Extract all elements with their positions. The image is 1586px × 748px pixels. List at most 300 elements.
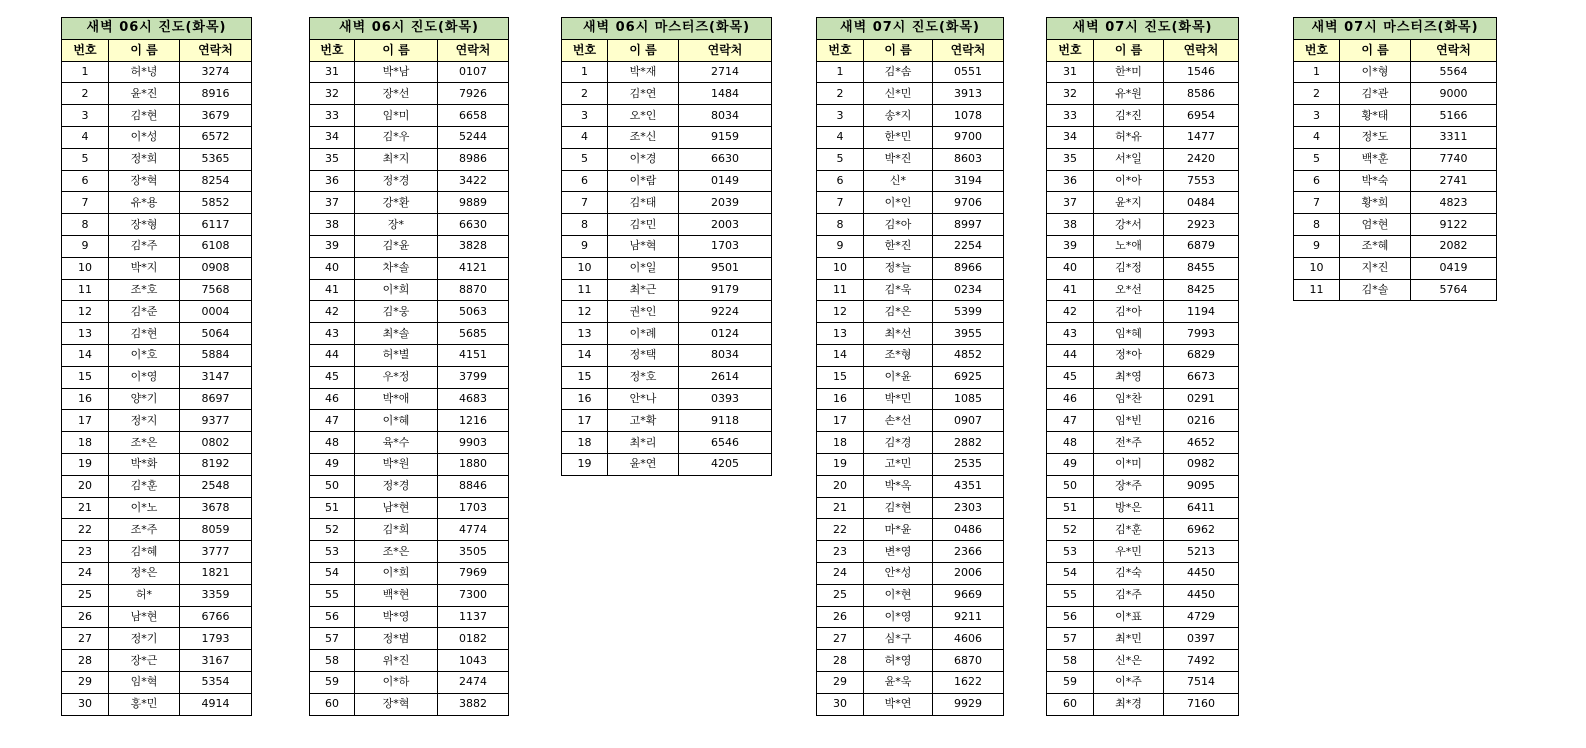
contact-number: 1880 [438,453,509,475]
member-name: 임*혜 [1094,323,1164,345]
row-number: 28 [62,650,109,672]
member-name: 정*범 [355,628,438,650]
row-number: 7 [1294,192,1340,214]
header-contact: 연락처 [933,39,1004,61]
row-number: 11 [1294,279,1340,301]
row-number: 49 [1047,453,1094,475]
table-row [1047,606,1239,628]
table-row [1294,148,1497,170]
table-row [310,214,509,236]
member-name: 장*혁 [355,693,438,715]
member-name: 마*윤 [864,519,933,541]
row-number: 1 [817,61,864,83]
contact-number: 5365 [180,148,252,170]
row-number: 39 [1047,235,1094,257]
table-row [1047,192,1239,214]
table-row [310,170,509,192]
header-name: 이 름 [355,39,438,61]
member-name: 조*형 [864,344,933,366]
member-name: 심*구 [864,628,933,650]
contact-number: 8059 [180,519,252,541]
row-number: 6 [62,170,109,192]
contact-number: 5166 [1411,105,1497,127]
table-row [62,279,252,301]
member-name: 이*노 [109,497,180,519]
table-row [1047,323,1239,345]
member-name: 정*택 [608,344,679,366]
row-number: 15 [62,366,109,388]
contact-number: 2003 [679,214,772,236]
table-row [1047,650,1239,672]
contact-number: 8916 [180,83,252,105]
member-name: 김*태 [608,192,679,214]
row-number: 14 [62,344,109,366]
member-name: 허*녕 [109,61,180,83]
contact-number: 3955 [933,323,1004,345]
table-row [562,366,772,388]
member-name: 김*솔 [1340,279,1411,301]
row-number: 5 [562,148,608,170]
table-row [1047,410,1239,432]
row-number: 48 [1047,432,1094,454]
member-name: 박*민 [864,388,933,410]
table-row [817,105,1004,127]
roster-table [309,17,509,716]
member-name: 이*미 [1094,453,1164,475]
member-name: 양*기 [109,388,180,410]
member-name: 김*주 [1094,584,1164,606]
table-row [310,497,509,519]
table-row [817,301,1004,323]
row-number: 50 [310,475,355,497]
table-row [1047,693,1239,715]
table-row [62,475,252,497]
table-row [62,693,252,715]
table-row [817,192,1004,214]
member-name: 남*현 [355,497,438,519]
contact-number: 7492 [1164,650,1239,672]
table-row [1047,584,1239,606]
contact-number: 1546 [1164,61,1239,83]
contact-number: 6870 [933,650,1004,672]
contact-number: 8425 [1164,279,1239,301]
member-name: 고*확 [608,410,679,432]
contact-number: 3679 [180,105,252,127]
member-name: 박*숙 [1340,170,1411,192]
row-number: 26 [817,606,864,628]
row-number: 1 [62,61,109,83]
member-name: 이*하 [355,671,438,693]
member-name: 손*선 [864,410,933,432]
table-row [310,693,509,715]
row-number: 9 [562,235,608,257]
contact-number: 6108 [180,235,252,257]
contact-number: 8586 [1164,83,1239,105]
row-number: 32 [1047,83,1094,105]
contact-number: 4652 [1164,432,1239,454]
table-row [62,148,252,170]
member-name: 조*주 [109,519,180,541]
roster-table [1293,17,1497,301]
contact-number: 1622 [933,671,1004,693]
member-name: 허*영 [864,650,933,672]
table-row [1047,61,1239,83]
row-number: 34 [310,126,355,148]
contact-number: 0551 [933,61,1004,83]
table-row [1294,126,1497,148]
contact-number: 0802 [180,432,252,454]
member-name: 정*도 [1340,126,1411,148]
table-row [817,432,1004,454]
contact-number: 4852 [933,344,1004,366]
member-name: 신* [864,170,933,192]
table-title: 새벽 06시 진도(화목) [310,18,509,40]
contact-number: 3422 [438,170,509,192]
member-name: 박*원 [355,453,438,475]
member-name: 정*경 [355,170,438,192]
member-name: 김*훈 [1094,519,1164,541]
contact-number: 7926 [438,83,509,105]
row-number: 11 [817,279,864,301]
table-row [62,606,252,628]
row-number: 22 [817,519,864,541]
table-row [62,323,252,345]
table-row [310,279,509,301]
table-row [817,388,1004,410]
contact-number: 9700 [933,126,1004,148]
row-number: 6 [1294,170,1340,192]
table-row [817,61,1004,83]
member-name: 오*선 [1094,279,1164,301]
table-row [562,83,772,105]
row-number: 17 [562,410,608,432]
row-number: 11 [62,279,109,301]
row-number: 59 [1047,671,1094,693]
header-contact: 연락처 [1164,39,1239,61]
member-name: 엄*현 [1340,214,1411,236]
member-name: 백*훈 [1340,148,1411,170]
row-number: 59 [310,671,355,693]
table-row [817,344,1004,366]
member-name: 박*옥 [864,475,933,497]
contact-number: 7553 [1164,170,1239,192]
row-number: 14 [817,344,864,366]
table-row [817,519,1004,541]
row-number: 31 [310,61,355,83]
row-number: 7 [62,192,109,214]
table-row [817,126,1004,148]
row-number: 20 [62,475,109,497]
row-number: 56 [310,606,355,628]
table-row [310,606,509,628]
member-name: 안*성 [864,562,933,584]
table-row [1047,497,1239,519]
member-name: 허*유 [1094,126,1164,148]
member-name: 김*욱 [864,279,933,301]
table-row [310,584,509,606]
row-number: 3 [62,105,109,127]
table-row [62,432,252,454]
row-number: 45 [1047,366,1094,388]
member-name: 정*지 [109,410,180,432]
contact-number: 1137 [438,606,509,628]
member-name: 최*솔 [355,323,438,345]
table-row [310,650,509,672]
header-number: 번호 [310,39,355,61]
contact-number: 4729 [1164,606,1239,628]
member-name: 최*선 [864,323,933,345]
row-number: 4 [1294,126,1340,148]
row-number: 29 [62,671,109,693]
contact-number: 6630 [679,148,772,170]
row-number: 25 [62,584,109,606]
roster-table [561,17,772,476]
row-number: 36 [310,170,355,192]
row-number: 19 [817,453,864,475]
table-row [817,148,1004,170]
header-number: 번호 [817,39,864,61]
contact-number: 7300 [438,584,509,606]
contact-number: 9211 [933,606,1004,628]
member-name: 이*아 [1094,170,1164,192]
member-name: 육*수 [355,432,438,454]
contact-number: 2614 [679,366,772,388]
table-row [1047,432,1239,454]
member-name: 김*관 [1340,83,1411,105]
contact-number: 3274 [180,61,252,83]
contact-number: 7969 [438,562,509,584]
row-number: 1 [562,61,608,83]
table-row [62,541,252,563]
table-row [1294,83,1497,105]
table-row [1294,61,1497,83]
member-name: 윤*진 [109,83,180,105]
member-name: 김*혜 [109,541,180,563]
member-name: 김*준 [109,301,180,323]
table-row [1294,170,1497,192]
contact-number: 9000 [1411,83,1497,105]
table-row [562,148,772,170]
table-row [562,126,772,148]
row-number: 43 [310,323,355,345]
member-name: 김*숙 [1094,562,1164,584]
member-name: 이*람 [608,170,679,192]
row-number: 33 [1047,105,1094,127]
row-number: 28 [817,650,864,672]
member-name: 김*솜 [864,61,933,83]
table-row [310,562,509,584]
row-number: 32 [310,83,355,105]
table-row [817,323,1004,345]
contact-number: 1477 [1164,126,1239,148]
row-number: 10 [1294,257,1340,279]
table-row [62,257,252,279]
contact-number: 1703 [679,235,772,257]
contact-number: 2741 [1411,170,1497,192]
contact-number: 1194 [1164,301,1239,323]
member-name: 임*혁 [109,671,180,693]
member-name: 조*혜 [1340,235,1411,257]
table-row [1047,170,1239,192]
row-number: 4 [817,126,864,148]
row-number: 60 [310,693,355,715]
contact-number: 8455 [1164,257,1239,279]
table-row [817,584,1004,606]
contact-number: 3194 [933,170,1004,192]
contact-number: 7740 [1411,148,1497,170]
row-number: 54 [1047,562,1094,584]
row-number: 31 [1047,61,1094,83]
table-row [562,432,772,454]
table-row [1047,235,1239,257]
row-number: 45 [310,366,355,388]
row-number: 48 [310,432,355,454]
member-name: 정*경 [355,475,438,497]
row-number: 21 [817,497,864,519]
contact-number: 0419 [1411,257,1497,279]
member-name: 박*연 [864,693,933,715]
table-row [1047,475,1239,497]
table-title: 새벽 07시 마스터즈(화목) [1294,18,1497,40]
contact-number: 6925 [933,366,1004,388]
row-number: 33 [310,105,355,127]
row-number: 8 [817,214,864,236]
contact-number: 8697 [180,388,252,410]
row-number: 56 [1047,606,1094,628]
row-number: 10 [817,257,864,279]
table-row [1294,257,1497,279]
table-row [310,105,509,127]
row-number: 46 [1047,388,1094,410]
row-number: 41 [310,279,355,301]
table-row [1047,214,1239,236]
contact-number: 9159 [679,126,772,148]
table-row [62,61,252,83]
roster-block [561,17,772,476]
table-row [62,235,252,257]
table-row [817,606,1004,628]
table-row [310,388,509,410]
member-name: 황*희 [1340,192,1411,214]
header-contact: 연락처 [1411,39,1497,61]
header-name: 이 름 [1094,39,1164,61]
contact-number: 0908 [180,257,252,279]
table-row [562,257,772,279]
member-name: 김*희 [355,519,438,541]
member-name: 송*지 [864,105,933,127]
contact-number: 6572 [180,126,252,148]
table-row [817,410,1004,432]
row-number: 50 [1047,475,1094,497]
table-row [817,628,1004,650]
table-row [1294,235,1497,257]
row-number: 16 [817,388,864,410]
table-row [310,235,509,257]
table-row [1047,671,1239,693]
table-row [310,541,509,563]
table-title: 새벽 06시 진도(화목) [62,18,252,40]
contact-number: 2366 [933,541,1004,563]
table-row [1294,214,1497,236]
contact-number: 5852 [180,192,252,214]
table-row [1047,105,1239,127]
row-number: 57 [310,628,355,650]
contact-number: 2039 [679,192,772,214]
member-name: 윤*욱 [864,671,933,693]
row-number: 24 [817,562,864,584]
member-name: 서*일 [1094,148,1164,170]
table-row [817,83,1004,105]
row-number: 8 [62,214,109,236]
row-number: 53 [310,541,355,563]
table-row [1047,453,1239,475]
member-name: 노*애 [1094,235,1164,257]
table-row [1047,388,1239,410]
member-name: 박*애 [355,388,438,410]
member-name: 백*현 [355,584,438,606]
row-number: 41 [1047,279,1094,301]
contact-number: 5884 [180,344,252,366]
row-number: 10 [562,257,608,279]
row-number: 7 [562,192,608,214]
table-title: 새벽 07시 진도(화목) [1047,18,1239,40]
member-name: 조*은 [109,432,180,454]
member-name: 홍*민 [109,693,180,715]
table-row [310,257,509,279]
row-number: 57 [1047,628,1094,650]
table-row [562,301,772,323]
table-row [562,323,772,345]
table-row [562,410,772,432]
contact-number: 0124 [679,323,772,345]
contact-number: 4450 [1164,584,1239,606]
member-name: 허*별 [355,344,438,366]
row-number: 29 [817,671,864,693]
contact-number: 6658 [438,105,509,127]
table-row [1294,192,1497,214]
contact-number: 7160 [1164,693,1239,715]
member-name: 이*례 [608,323,679,345]
member-name: 이*성 [109,126,180,148]
member-name: 남*현 [109,606,180,628]
header-number: 번호 [562,39,608,61]
contact-number: 6954 [1164,105,1239,127]
row-number: 51 [1047,497,1094,519]
table-row [817,235,1004,257]
table-row [62,497,252,519]
row-number: 27 [62,628,109,650]
table-row [62,366,252,388]
contact-number: 0149 [679,170,772,192]
member-name: 김*경 [864,432,933,454]
table-row [62,628,252,650]
member-name: 조*호 [109,279,180,301]
member-name: 최*지 [355,148,438,170]
contact-number: 6411 [1164,497,1239,519]
contact-number: 2474 [438,671,509,693]
member-name: 강*환 [355,192,438,214]
table-row [62,105,252,127]
roster-table [816,17,1004,716]
contact-number: 8870 [438,279,509,301]
contact-number: 2548 [180,475,252,497]
contact-number: 9669 [933,584,1004,606]
row-number: 42 [1047,301,1094,323]
contact-number: 1043 [438,650,509,672]
header-contact: 연락처 [180,39,252,61]
member-name: 황*태 [1340,105,1411,127]
row-number: 2 [62,83,109,105]
